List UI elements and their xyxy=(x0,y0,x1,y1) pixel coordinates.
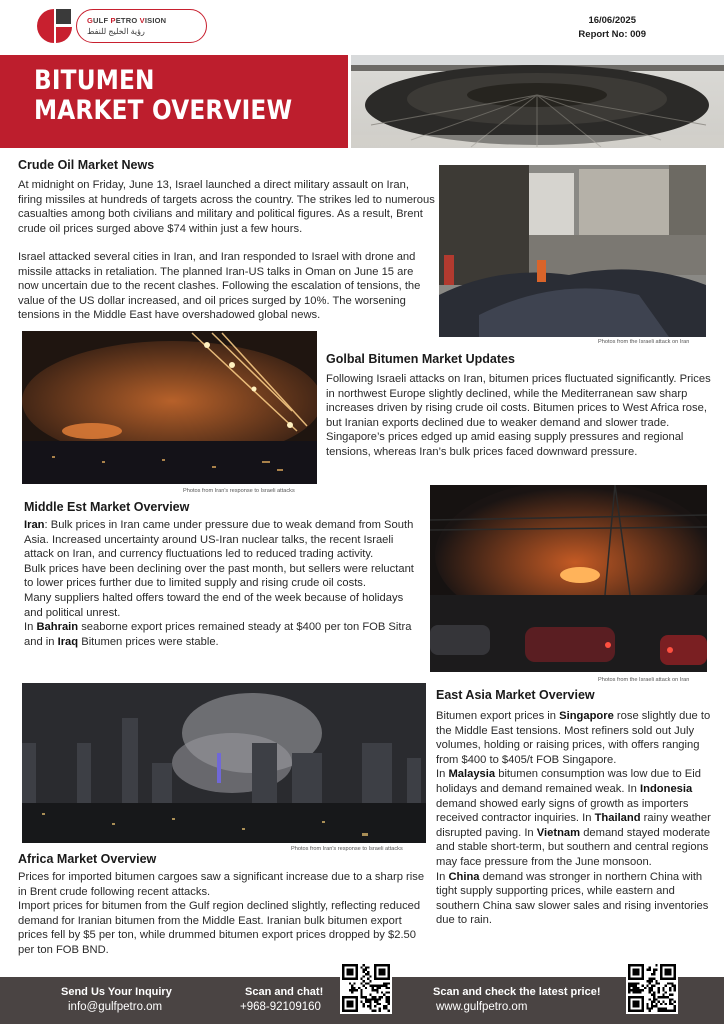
chat-title: Scan and chat! xyxy=(245,986,324,998)
bitumen-drums-photo xyxy=(351,55,724,148)
report-meta xyxy=(578,14,646,42)
iran-response-photo-1 xyxy=(22,331,317,484)
inquiry-email-link[interactable]: info@gulfpetro.om xyxy=(68,1001,163,1013)
crude-oil-paragraph-1: At midnight on Friday, June 13, Israel launched a direct military assault on Iran, firing missiles at hundreds of targets across the country. The strikes led to numerous casualties among both civilians and military and political figures. As a result, Brent crude oil prices surged above $74 within just a few hours. xyxy=(18,179,435,235)
brand-name-ar: رؤية الخليج للنفط xyxy=(87,27,145,36)
suppliers-paragraph: Many suppliers halted offers toward the end of the week because of holidays and political unrest. xyxy=(24,591,404,619)
logo-wordmark xyxy=(76,9,207,43)
africa-heading: Africa Market Overview xyxy=(18,852,157,866)
brand-logo xyxy=(37,8,207,44)
photo-caption: Photos from the Israeli attack on Iran xyxy=(598,677,690,683)
africa-paragraph-2: Import prices for bitumen from the Gulf region declined slightly, reflecting reduced demand for Iranian bitumen from the Middle East. Iranian bulk bitumen export prices fell by $5 per ton, while drummed bitumen export prices dropped by $2.50 per ton FOB BND. xyxy=(18,900,421,956)
price-website-link[interactable]: www.gulfpetro.om xyxy=(436,1001,528,1013)
brand-name-en: GULF PETRO VISION xyxy=(87,16,167,25)
israeli-attack-photo-2 xyxy=(430,485,707,672)
qr-code-icon xyxy=(342,964,390,1012)
israeli-attack-photo-1 xyxy=(439,165,706,337)
middle-east-paragraph xyxy=(24,518,424,649)
iran-paragraph: Iran: Bulk prices in Iran came under pressure due to weak demand from South Asia. Increased uncertainty around US-Iran nuclear talks, the recent Israeli attack on Iran, and currency fluctuations led to reduced trading activity. xyxy=(24,519,414,561)
report-date: 16/06/2025 xyxy=(588,15,636,26)
singapore-paragraph: Bitumen export prices in Singapore rose slightly due to the Middle East tensions. Most refiners sold out July volumes, holding or raising prices, with offers ranging from $400 to $405/t FOB Singapore. xyxy=(436,710,711,766)
global-bitumen-heading: Golbal Bitumen Market Updates xyxy=(326,352,515,366)
logo-mark-icon xyxy=(37,8,73,44)
africa-paragraph xyxy=(18,870,430,958)
price-title: Scan and check the latest price! xyxy=(433,986,601,998)
southeast-asia-paragraph: In Malaysia bitumen consumption was low due to Eid holidays and demand remained weak. In Indonesia demand showed early signs of growth as importers received contractor inquiries. In Thailand rainy weather disrupted paving. In Vietnam demand stayed moderate and stable short-term, but southern and central regions may face pressure from the June monsoon. xyxy=(436,768,711,868)
inquiry-title: Send Us Your Inquiry xyxy=(61,986,172,998)
east-asia-paragraph xyxy=(436,709,716,928)
report-number: Report No: 009 xyxy=(578,29,646,40)
china-paragraph: In China demand was stronger in northern China with tight supply supporting prices, while eastern and southern China saw slower sales and rising inventories due to rain. xyxy=(436,870,709,927)
bahrain-iraq-paragraph: In Bahrain seaborne export prices remained steady at $400 per ton FOB Sitra and in Iraq Bitumen prices were stable. xyxy=(24,621,412,648)
east-asia-heading: East Asia Market Overview xyxy=(436,688,595,702)
page-title: BITUMEN MARKET OVERVIEW xyxy=(34,65,293,126)
photo-caption: Photos from the Israeli attack on Iran xyxy=(598,339,690,345)
qr-code-icon xyxy=(628,964,676,1012)
middle-east-heading: Middle Est Market Overview xyxy=(24,500,190,514)
photo-caption: Photos from Iran's response to Israeli attacks xyxy=(183,488,295,494)
crude-oil-paragraph-2: Israel attacked several cities in Iran, and Iran responded to Israel with drone and missile attacks in retaliation. The planned Iran-US talks in Oman on June 15 are now uncertain due to the recent clashes. Following the escalation of tensions, the value of the US dollar increased, and oil prices surged by 10%. The worsening tensions in the Middle East have overshadowed global news. xyxy=(18,251,421,322)
global-bitumen-paragraph: Following Israeli attacks on Iran, bitumen prices fluctuated significantly. Prices in northwest Europe slightly declined, while the Mediterranean saw sharp increases driven by rising crude oil costs. Bitumen prices to West Africa rose, but Iranian exports declined due to weaker demand and slower trade. Singapore’s prices edged up amid easing supply pressures and regional tensions, whereas Iran’s bulk prices faced downward pressure. xyxy=(326,373,711,458)
chat-qr-code[interactable] xyxy=(340,962,392,1014)
price-qr-code[interactable] xyxy=(626,962,678,1014)
crude-oil-heading: Crude Oil Market News xyxy=(18,158,155,172)
chat-phone-link[interactable]: +968-92109160 xyxy=(240,1001,321,1013)
africa-paragraph-1: Prices for imported bitumen cargoes saw a significant increase due to a sharp rise in Brent crude following recent attacks. xyxy=(18,871,425,898)
bulk-prices-paragraph: Bulk prices have been declining over the past month, but sellers were reluctant to lower prices further due to limited supply and rising crude oil costs. xyxy=(24,562,414,590)
photo-caption: Photos from Iran's response to Israeli attacks xyxy=(291,846,403,852)
iran-response-photo-2 xyxy=(22,683,426,843)
